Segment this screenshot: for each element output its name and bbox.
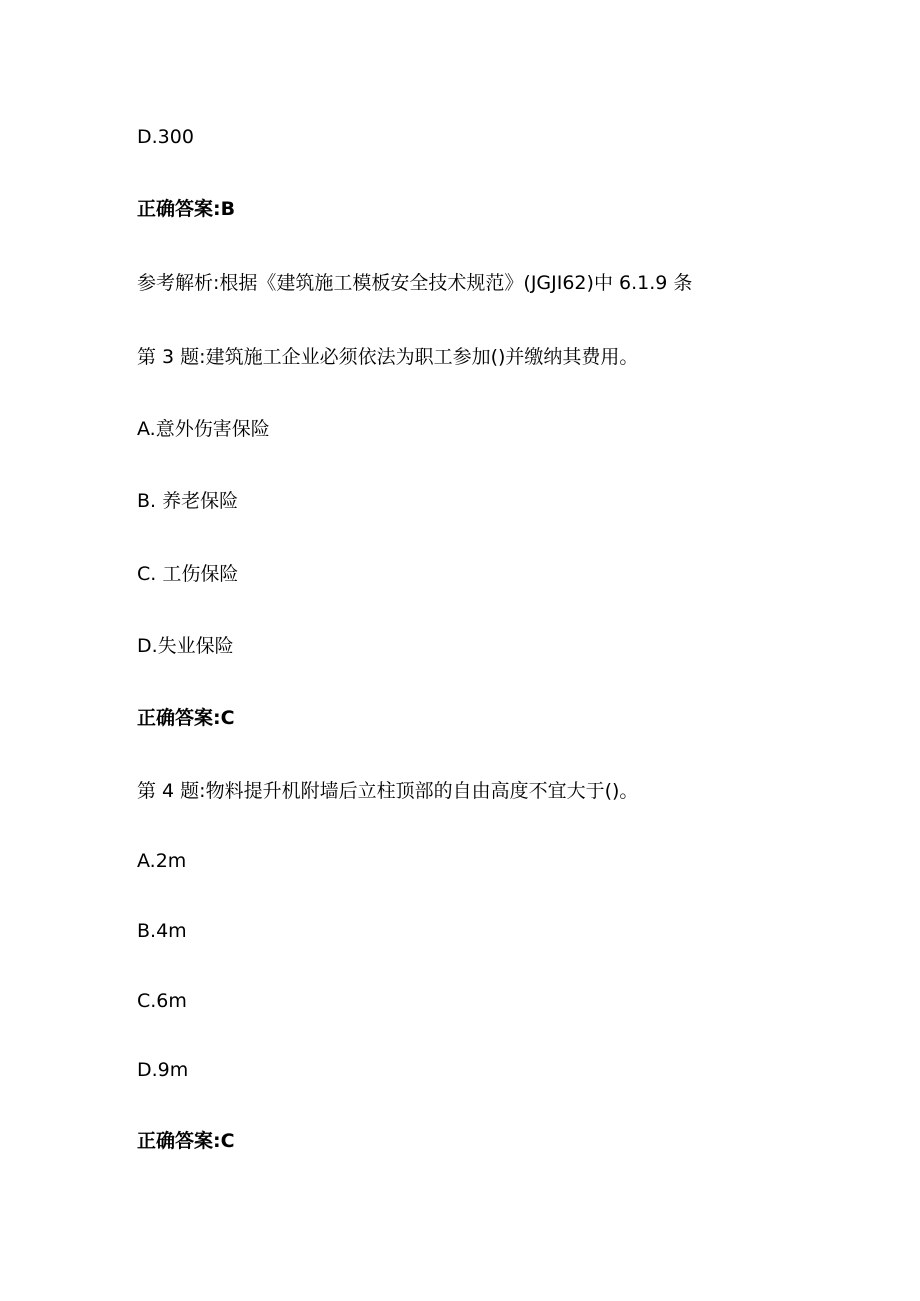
q4-option-d: D.9m	[137, 1059, 189, 1081]
q3-option-a: A.意外伤害保险	[137, 418, 270, 440]
prev-analysis: 参考解析:根据《建筑施工模板安全技术规范》(JGJI62)中 6.1.9 条	[137, 272, 693, 294]
q3-option-d: D.失业保险	[137, 635, 234, 657]
prev-option-d: D.300	[137, 126, 194, 148]
q3-answer: 正确答案:C	[137, 707, 235, 729]
q4-option-c: C.6m	[137, 990, 187, 1012]
prev-answer: 正确答案:B	[137, 198, 236, 220]
q4-stem: 第 4 题:物料提升机附墙后立柱顶部的自由高度不宜大于()。	[137, 780, 639, 802]
q3-option-c: C. 工伤保险	[137, 563, 239, 585]
q4-option-b: B.4m	[137, 920, 187, 942]
q4-answer: 正确答案:C	[137, 1130, 235, 1152]
q3-stem: 第 3 题:建筑施工企业必须依法为职工参加()并缴纳其费用。	[137, 346, 639, 368]
q4-option-a: A.2m	[137, 850, 187, 872]
q3-option-b: B. 养老保险	[137, 490, 239, 512]
